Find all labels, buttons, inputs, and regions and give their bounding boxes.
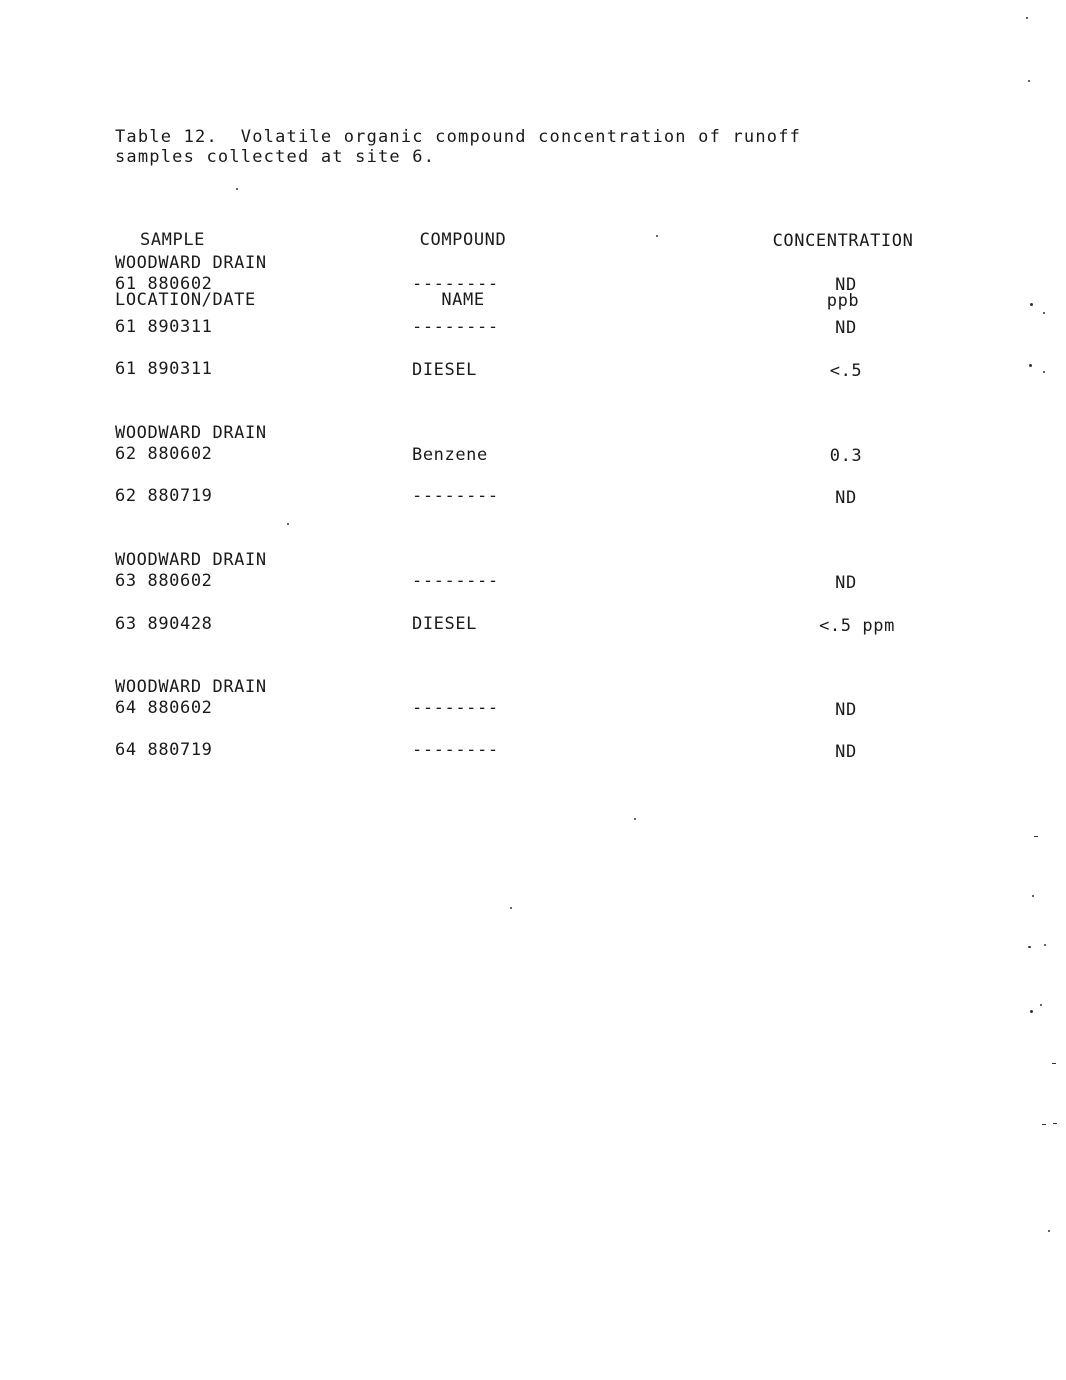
scan-speck — [1052, 1063, 1056, 1064]
row-compound: Benzene — [412, 445, 488, 465]
header-compound-line-2: NAME — [441, 290, 485, 310]
header-concentration-line-2: ppb — [826, 291, 860, 311]
row-sample: 64 880602 — [115, 698, 213, 718]
row-compound: DIESEL — [412, 614, 478, 634]
scan-speck — [1026, 17, 1028, 19]
row-compound: -------- — [412, 317, 499, 337]
row-concentration: ND — [835, 742, 857, 762]
scan-speck — [287, 523, 289, 525]
scan-speck — [1053, 1123, 1057, 1124]
row-concentration: <.5 ppm — [819, 616, 895, 636]
scan-speck — [1029, 364, 1032, 367]
scan-speck — [1028, 80, 1030, 82]
group-location-label: WOODWARD DRAIN — [115, 677, 267, 697]
row-concentration: ND — [835, 318, 857, 338]
row-sample: 61 880602 — [115, 274, 213, 294]
row-sample: 63 890428 — [115, 614, 213, 634]
row-compound: -------- — [412, 698, 499, 718]
scan-speck — [1030, 1010, 1033, 1013]
scan-speck — [1040, 1004, 1042, 1006]
header-concentration-line-1: CONCENTRATION — [772, 231, 914, 251]
row-concentration: ND — [835, 573, 857, 593]
row-concentration: ND — [835, 275, 857, 295]
scan-speck — [1043, 371, 1045, 373]
scan-speck — [1032, 895, 1034, 897]
header-sample-line-1: SAMPLE — [140, 230, 206, 250]
caption-line-1: Table 12. Volatile organic compound concentration of runoff — [115, 127, 802, 147]
row-sample: 64 880719 — [115, 740, 213, 760]
scan-speck — [1030, 303, 1033, 306]
row-concentration: ND — [835, 700, 857, 720]
group-location-label: WOODWARD DRAIN — [115, 423, 267, 443]
scan-speck — [1043, 312, 1045, 314]
row-sample: 61 890311 — [115, 317, 213, 337]
scan-speck — [634, 818, 636, 820]
row-concentration: <.5 — [829, 361, 863, 381]
row-compound: -------- — [412, 274, 499, 294]
row-sample: 63 880602 — [115, 571, 213, 591]
row-compound: -------- — [412, 740, 499, 760]
scan-speck — [656, 235, 658, 237]
group-location-label: WOODWARD DRAIN — [115, 550, 267, 570]
group-location-label: WOODWARD DRAIN — [115, 253, 267, 273]
row-sample: 62 880719 — [115, 486, 213, 506]
caption-line-2: samples collected at site 6. — [115, 147, 436, 167]
scan-speck — [1044, 944, 1046, 946]
scan-speck — [1028, 946, 1031, 948]
row-compound: -------- — [412, 486, 499, 506]
scan-speck — [1048, 1230, 1050, 1232]
scan-speck — [1034, 836, 1038, 837]
row-compound: DIESEL — [412, 360, 478, 380]
row-compound: -------- — [412, 571, 499, 591]
row-sample: 61 890311 — [115, 359, 213, 379]
row-concentration: ND — [835, 488, 857, 508]
scan-speck — [510, 907, 512, 909]
scan-speck — [1042, 1124, 1046, 1125]
table-caption — [115, 127, 935, 167]
header-compound-line-1: COMPOUND — [419, 230, 507, 250]
row-concentration: 0.3 — [829, 446, 863, 466]
row-sample: 62 880602 — [115, 444, 213, 464]
header-sample-line-2: LOCATION/DATE — [115, 290, 256, 310]
scan-speck — [236, 188, 238, 190]
